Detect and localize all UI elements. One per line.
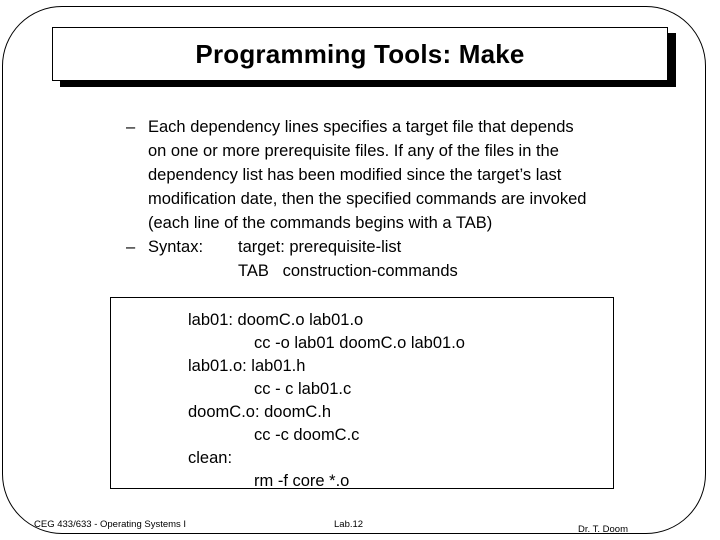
makefile-rule: lab01.o: lab01.h <box>188 357 306 375</box>
slide-body <box>126 115 686 283</box>
syntax-row <box>148 259 458 283</box>
bullet-line: modification date, then the specified commands are invoked <box>148 190 587 208</box>
bullet-line: dependency list has been modified since the target’s last <box>148 166 562 184</box>
syntax-commands-line: TAB construction-commands <box>238 262 458 280</box>
makefile-command: rm -f core *.o <box>254 472 350 490</box>
footer-course: CEG 433/633 - Operating Systems I <box>34 519 187 530</box>
bullet-line: (each line of the commands begins with a TAB) <box>148 214 493 232</box>
bullet-line: Each dependency lines specifies a target file that depends <box>148 118 574 136</box>
bullet-dependency-lines <box>126 115 686 235</box>
syntax-block <box>148 235 458 283</box>
footer-lab: Lab.12 <box>334 519 364 530</box>
slide-title: Programming Tools: Make <box>195 38 525 69</box>
syntax-target-line: target: prerequisite-list <box>238 238 402 256</box>
makefile-command: cc - c lab01.c <box>254 380 352 398</box>
makefile-rule: lab01: doomC.o lab01.o <box>188 311 364 329</box>
bullet-syntax <box>126 235 686 283</box>
makefile-rule: doomC.o: doomC.h <box>188 403 332 421</box>
bullet-dash: – <box>126 238 136 256</box>
makefile-command: cc -c doomC.c <box>254 426 360 444</box>
makefile-command: cc -o lab01 doomC.o lab01.o <box>254 334 465 352</box>
makefile-rule: clean: <box>188 449 233 467</box>
footer-author: Dr. T. Doom <box>578 524 628 535</box>
makefile-example <box>188 309 465 493</box>
title-box <box>52 27 668 81</box>
syntax-row <box>148 235 458 259</box>
bullet-text <box>148 115 586 235</box>
syntax-spacer <box>148 259 238 283</box>
bullet-dash: – <box>126 118 136 136</box>
bullet-line: on one or more prerequisite files. If any of the files in the <box>148 142 559 160</box>
syntax-label: Syntax: <box>148 238 204 256</box>
